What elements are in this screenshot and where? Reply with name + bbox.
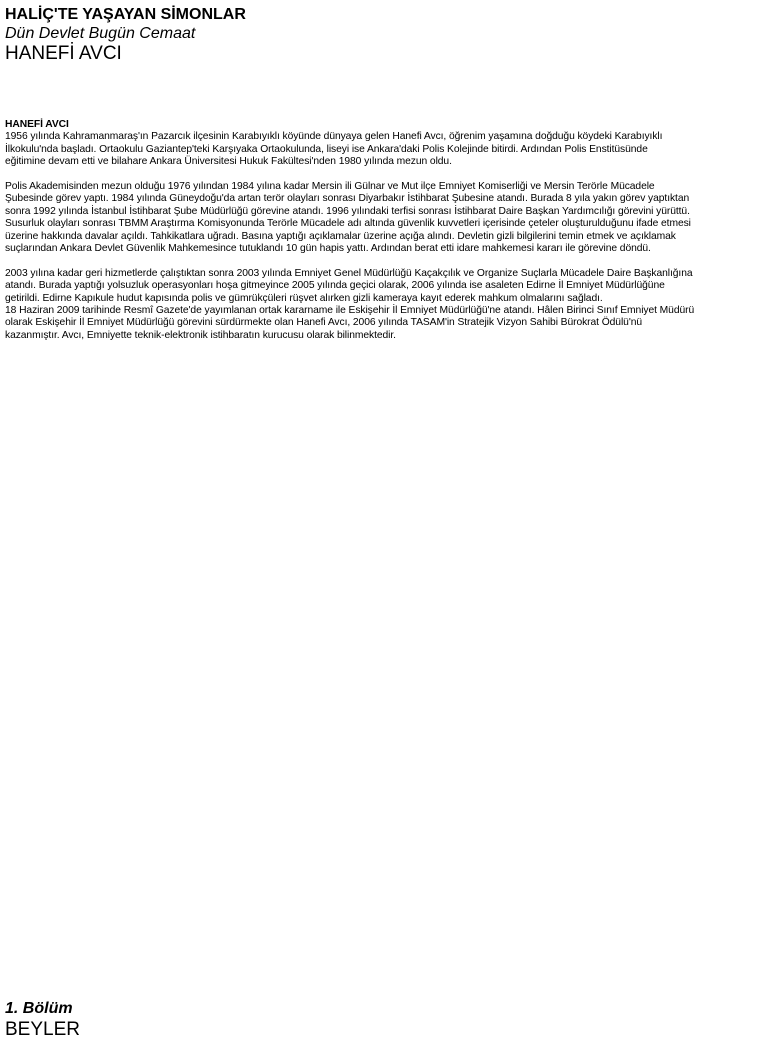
bio-paragraph-1 bbox=[5, 131, 763, 168]
bio-line: 2003 yılına kadar geri hizmetlerde çalıştıktan sonra 2003 yılında Emniyet Genel Müdürlüğü Kaçakçılık ve Organize Suçlarla Mücadele Daire Başkanlığına bbox=[5, 267, 693, 279]
bio-line: olarak Eskişehir İl Emniyet Müdürlüğü görevini sürdürmekte olan Hanefi Avcı, 2006 yılında TASAM'in Stratejik Vizyon Sahibi Bürokrat Ödülü'nü bbox=[5, 317, 642, 329]
bio-line: Susurluk olayları sonrası TBMM Araştırma Komisyonunda Terörle Mücadele adı altında güvenlik kuvvetleri içerisinde çeteler oluşturulduğunu ifade etmesi bbox=[5, 218, 691, 230]
bio-paragraph-3 bbox=[5, 268, 763, 342]
bio-line: İlkokulu'nda başladı. Ortaokulu Gaziantep'teki Karşıyaka Ortaokulunda, liseyi ise Ankara'daki Polis Kolejinde bitirdi. Ardından Polis Enstitüsünde bbox=[5, 143, 648, 155]
bio-line: atandı. Burada yaptığı yolsuzluk operasyonları hoşa gitmeyince 2005 yılında geçici olarak, 2006 yılında ise asaleten Edirne İl Emniyet Müdürlüğüne bbox=[5, 280, 665, 292]
bio-line: sonra 1992 yılında İstanbul İstihbarat Şube Müdürlüğü görevine atandı. 1996 yılındaki terfisi sonrası İstihbarat Daire Başkan Yardımcılığı görevini yürüttü. bbox=[5, 205, 690, 217]
bio-line: Polis Akademisinden mezun olduğu 1976 yılından 1984 yılına kadar Mersin ili Gülnar ve Mut ilçe Emniyet Komiserliği ve Mersin Terörle Mücadele bbox=[5, 181, 655, 193]
chapter-title: 1. Bölüm bbox=[5, 1000, 73, 1017]
next-heading-cut bbox=[5, 1019, 80, 1040]
bio-line: suçlarından Ankara Devlet Güvenlik Mahkemesince tutuklandı 10 gün hapis yattı. Ardından berat etti idare mahkemesi kararı ile görevine döndü. bbox=[5, 243, 651, 255]
bio-line: kazanmıştır. Avcı, Emniyette teknik-elektronik istihbaratın kurucusu olarak bilinmektedir. bbox=[5, 329, 396, 341]
bio-line: Şubesinde görev yaptı. 1984 yılında Güneydoğu'da artan terör olayları sonrası Diyarbakır İstihbarat Şubesine atandı. Burada 8 yıla yakın görev yaptıktan bbox=[5, 193, 690, 205]
book-subtitle: Dün Devlet Bugün Cemaat bbox=[5, 25, 196, 42]
bio-line: eğitimine devam etti ve bilahare Ankara Üniversitesi Hukuk Fakültesi'nden 1980 yılında mezun oldu. bbox=[5, 156, 452, 168]
paragraph-gap bbox=[5, 169, 763, 181]
bio-paragraph-2 bbox=[5, 181, 763, 255]
bio-line: üzerine hakkında davalar açıldı. Tahkikatlara uğradı. Basına yaptığı açıklamalar üzerine açığa alındı. Devletin gizli bilgilerini temin etmek ve açıklamak bbox=[5, 230, 676, 242]
book-author: HANEFİ AVCI bbox=[5, 43, 122, 64]
next-heading-text: BEYLER bbox=[5, 1019, 80, 1040]
bio-line: 18 Haziran 2009 tarihinde Resmî Gazete'de yayımlanan ortak kararname ile Eskişehir İl Emniyet Müdürlüğü'ne atandı. Hâlen Birinci Sınıf Emniyet Müdürü bbox=[5, 305, 695, 317]
book-title: HALİÇ'TE YAŞAYAN SİMONLAR bbox=[5, 6, 246, 23]
author-biography bbox=[5, 119, 763, 342]
bio-line: getirildi. Edirne Kapıkule hudut kapısında polis ve gümrükçüleri rüşvet alırken gizli kameraya kayıt ederek mahkum olmalarını sağladı. bbox=[5, 292, 603, 304]
bio-line: 1956 yılında Kahramanmaraş'ın Pazarcık ilçesinin Karabıyıklı köyünde dünyaya gelen Hanefi Avcı, öğrenim yaşamına doğduğu köydeki Karabıyıklı bbox=[5, 131, 663, 143]
bio-heading: HANEFİ AVCI bbox=[5, 119, 69, 130]
paragraph-gap bbox=[5, 255, 763, 267]
